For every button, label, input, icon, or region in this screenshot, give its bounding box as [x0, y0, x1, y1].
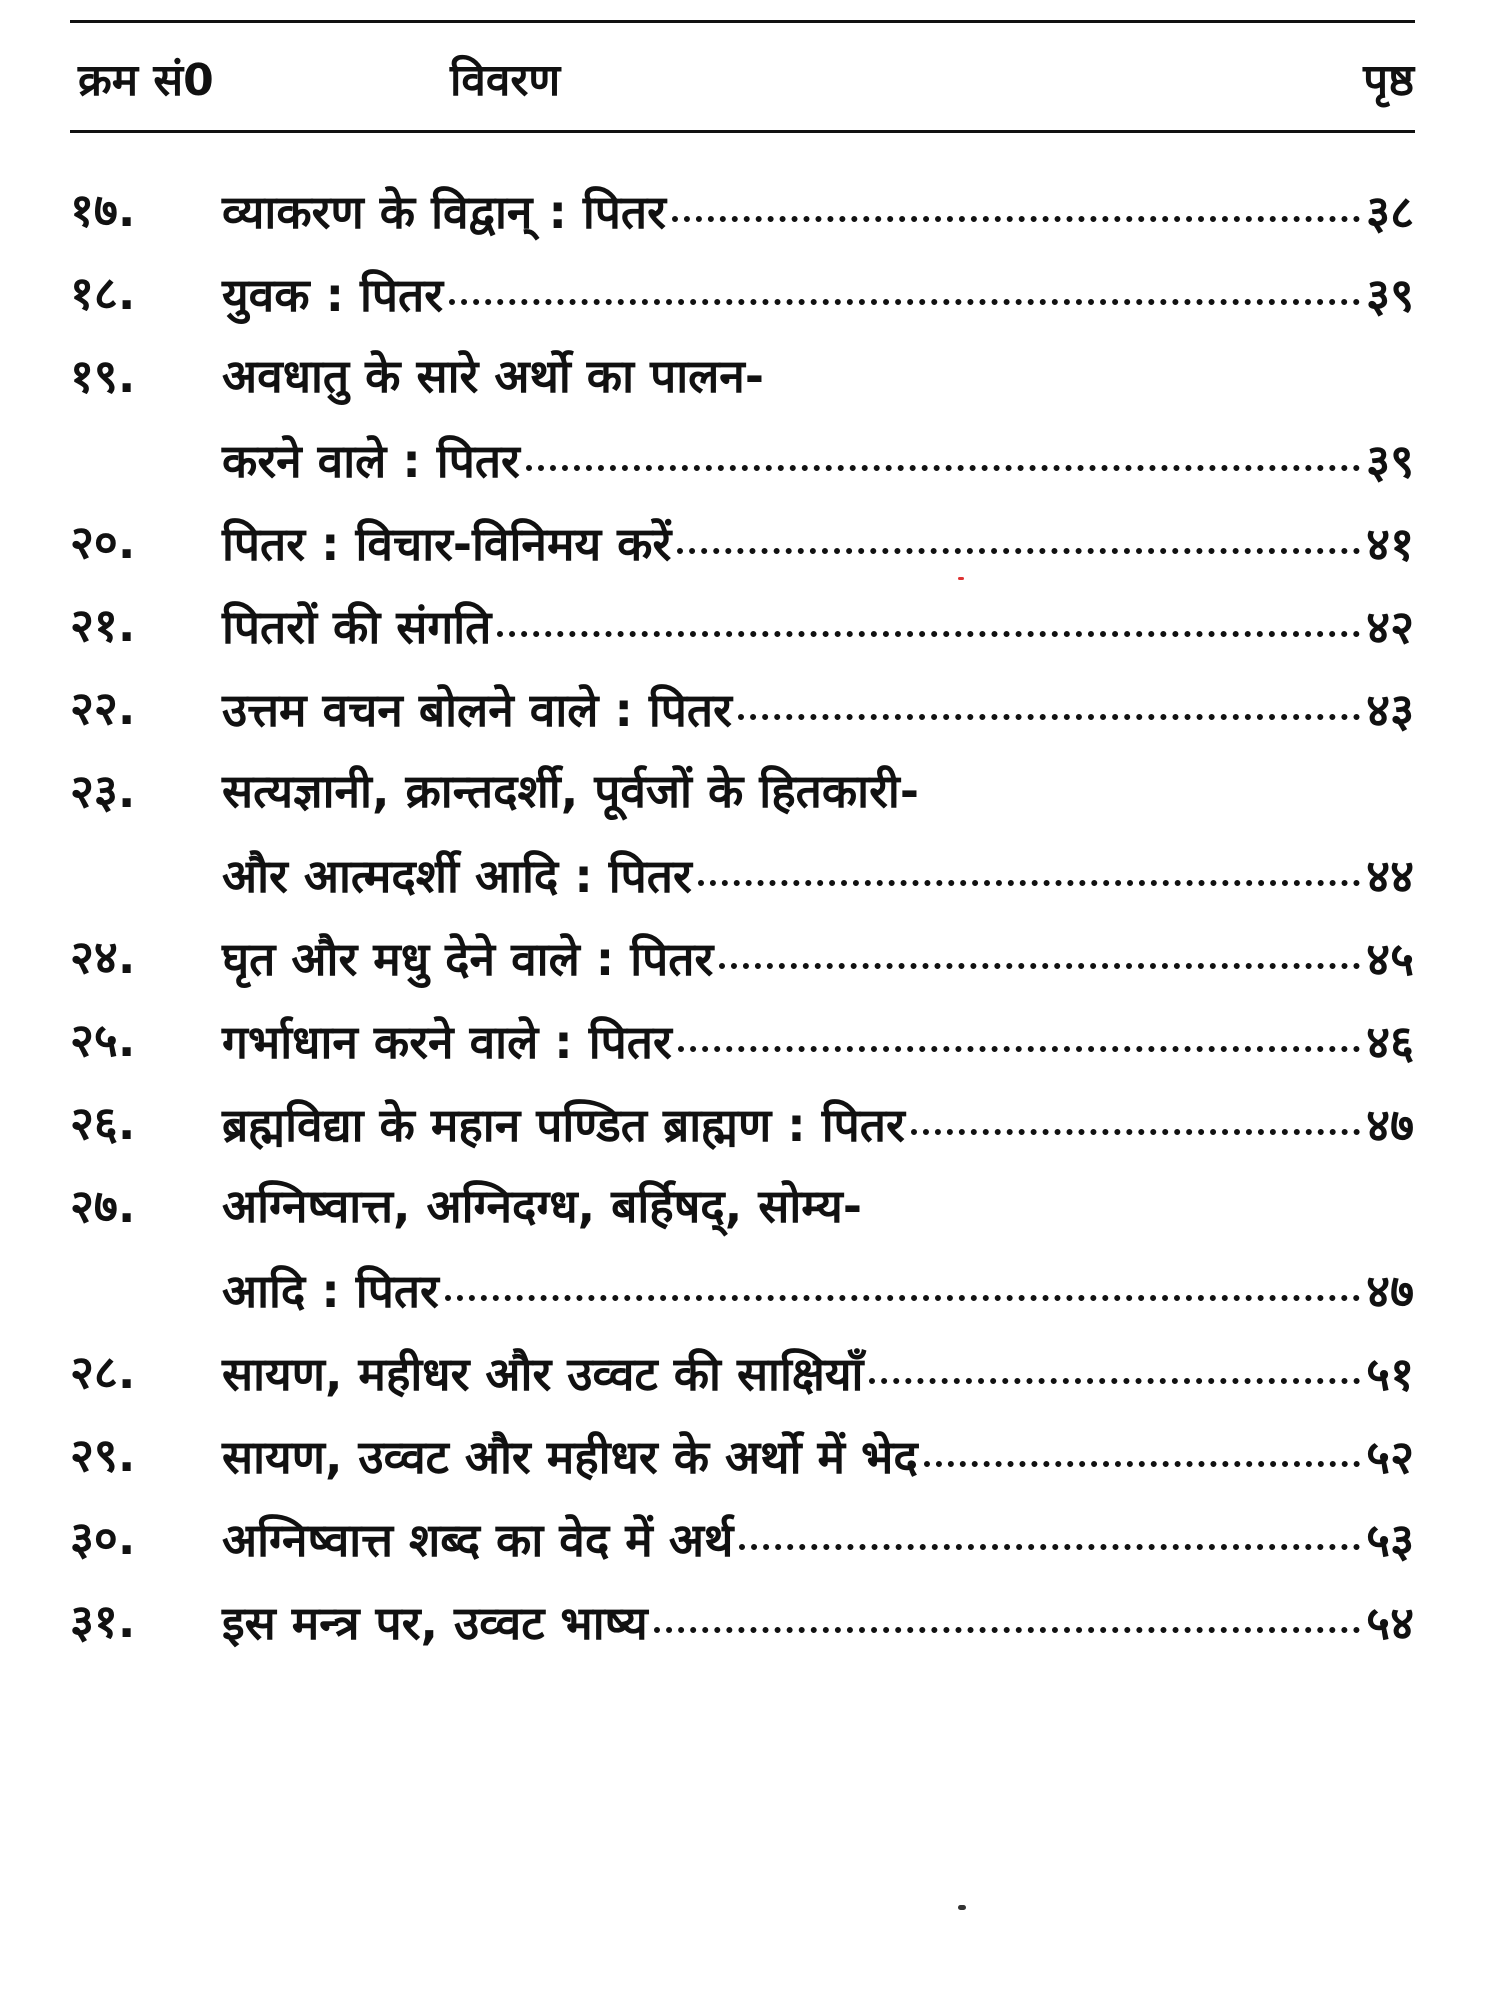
- entry-page-number: ४१: [1366, 516, 1414, 571]
- entry-page-number: ४५: [1366, 931, 1414, 986]
- toc-entry-line: [0, 1330, 1500, 1413]
- entry-number: २३.: [70, 764, 136, 818]
- entry-number: २६.: [70, 1096, 136, 1150]
- toc-entry: [0, 583, 1500, 666]
- header-page: पृष्ठ: [1363, 55, 1414, 106]
- toc-entry-line: [0, 998, 1500, 1081]
- toc-entry-line: [0, 1413, 1500, 1496]
- ink-speck: [958, 577, 964, 580]
- toc-entry: [0, 666, 1500, 749]
- entry-number: २९.: [70, 1428, 136, 1482]
- toc-entry-line: [0, 1579, 1500, 1662]
- entry-title: सायण, महीधर और उव्वट की साक्षियाँ: [222, 1346, 864, 1401]
- entry-text: [222, 178, 1414, 242]
- entry-text: [222, 925, 1414, 989]
- toc-entry: [0, 1413, 1500, 1496]
- entry-text: [222, 261, 1414, 325]
- entry-text: [222, 344, 1414, 406]
- entry-title: इस मन्त्र पर, उव्वट भाष्य: [222, 1595, 648, 1650]
- dot-leader: [449, 255, 1360, 305]
- dot-leader: [869, 1334, 1360, 1384]
- entry-title: पितरों की संगति: [222, 599, 492, 654]
- entry-title: अग्निष्वात्त शब्द का वेद में अर्थ: [222, 1512, 734, 1567]
- entry-number: ३०.: [70, 1511, 136, 1565]
- dot-leader: [497, 587, 1360, 637]
- entry-title: अग्निष्वात्त, अग्निदग्ध, बर्हिषद्, सोम्य-: [222, 1179, 862, 1233]
- entry-text: [222, 759, 1414, 821]
- dot-leader: [739, 1500, 1360, 1550]
- entry-title: युवक : पितर: [222, 267, 444, 322]
- entry-text: [222, 510, 1414, 574]
- toc-entry: [0, 251, 1500, 334]
- entry-title: व्याकरण के विद्वान् : पितर: [222, 184, 666, 239]
- entry-number: २८.: [70, 1345, 136, 1399]
- entry-number: १७.: [70, 183, 136, 237]
- toc-entry: [0, 1330, 1500, 1413]
- entry-number: २५.: [70, 1013, 136, 1067]
- dot-leader: [924, 1417, 1360, 1467]
- top-rule: [70, 20, 1415, 23]
- entry-text: [222, 1008, 1414, 1072]
- dot-leader: [654, 1583, 1360, 1633]
- entry-number: २४.: [70, 930, 136, 984]
- entry-page-number: ५१: [1366, 1346, 1414, 1401]
- entry-number: १८.: [70, 266, 136, 320]
- entry-title: अवधातु के सारे अर्थो का पालन-: [222, 349, 764, 403]
- ink-speck: [958, 1905, 966, 1910]
- toc-entry-line: [0, 500, 1500, 583]
- entry-number: २१.: [70, 598, 136, 652]
- toc-entry-line: [0, 1164, 1500, 1247]
- header-rule: [70, 130, 1415, 133]
- header-number: क्रम सं0: [78, 55, 214, 106]
- dot-leader: [678, 1002, 1360, 1052]
- toc-entry: [0, 168, 1500, 251]
- header-description: विवरण: [450, 55, 561, 106]
- entry-title: पितर : विचार-विनिमय करें: [222, 516, 672, 571]
- entry-number: २०.: [70, 515, 136, 569]
- toc-entry-line: [0, 1247, 1500, 1330]
- dot-leader: [445, 1251, 1360, 1301]
- toc-entry-line: [0, 915, 1500, 998]
- entry-page-number: ५३: [1366, 1512, 1414, 1567]
- entry-title: और आत्मदर्शी आदि : पितर: [222, 848, 692, 903]
- toc-entry-line: [0, 749, 1500, 832]
- toc-entry: [0, 500, 1500, 583]
- toc-entry: [0, 998, 1500, 1081]
- entry-text: [222, 1174, 1414, 1236]
- entry-page-number: ४७: [1366, 1097, 1414, 1152]
- toc-entry: [0, 1164, 1500, 1330]
- entry-text: [222, 1257, 1414, 1321]
- dot-leader: [677, 504, 1360, 554]
- entry-page-number: ३८: [1366, 184, 1414, 239]
- toc-list: [0, 168, 1500, 1662]
- entry-text: [222, 1340, 1414, 1404]
- entry-text: [222, 1506, 1414, 1570]
- toc-entry-line: [0, 1081, 1500, 1164]
- dot-leader: [698, 836, 1360, 886]
- toc-entry-line: [0, 832, 1500, 915]
- toc-entry: [0, 1081, 1500, 1164]
- dot-leader: [738, 670, 1360, 720]
- toc-entry-line: [0, 251, 1500, 334]
- dot-leader: [911, 1085, 1360, 1135]
- entry-text: [222, 676, 1414, 740]
- toc-entry: [0, 915, 1500, 998]
- entry-text: [222, 593, 1414, 657]
- entry-title: उत्तम वचन बोलने वाले : पितर: [222, 682, 732, 737]
- toc-entry-line: [0, 417, 1500, 500]
- entry-text: [222, 842, 1414, 906]
- dot-leader: [672, 172, 1360, 222]
- entry-page-number: ५४: [1366, 1595, 1414, 1650]
- entry-text: [222, 1423, 1414, 1487]
- entry-page-number: ३९: [1366, 267, 1414, 322]
- entry-text: [222, 1589, 1414, 1653]
- entry-number: १९.: [70, 349, 136, 403]
- toc-entry: [0, 1496, 1500, 1579]
- entry-number: ३१.: [70, 1594, 136, 1648]
- entry-page-number: ५२: [1366, 1429, 1414, 1484]
- entry-title: ब्रह्मविद्या के महान पण्डित ब्राह्मण : पितर: [222, 1097, 905, 1152]
- entry-title: सायण, उव्वट और महीधर के अर्थो में भेद: [222, 1429, 918, 1484]
- toc-entry-line: [0, 334, 1500, 417]
- entry-number: २७.: [70, 1179, 136, 1233]
- entry-page-number: ४६: [1366, 1014, 1414, 1069]
- toc-entry-line: [0, 666, 1500, 749]
- toc-entry: [0, 1579, 1500, 1662]
- entry-page-number: ३९: [1366, 433, 1414, 488]
- entry-page-number: ४७: [1366, 1263, 1414, 1318]
- entry-title: आदि : पितर: [222, 1263, 439, 1318]
- entry-page-number: ४२: [1366, 599, 1414, 654]
- toc-entry: [0, 334, 1500, 500]
- entry-page-number: ४३: [1366, 682, 1414, 737]
- entry-text: [222, 427, 1414, 491]
- entry-page-number: ४४: [1366, 848, 1414, 903]
- table-header: [0, 48, 1500, 118]
- dot-leader: [719, 919, 1360, 969]
- entry-number: २२.: [70, 681, 136, 735]
- entry-text: [222, 1091, 1414, 1155]
- toc-entry: [0, 749, 1500, 915]
- toc-entry-line: [0, 168, 1500, 251]
- entry-title: करने वाले : पितर: [222, 433, 520, 488]
- entry-title: सत्यज्ञानी, क्रान्तदर्शी, पूर्वजों के हितकारी-: [222, 764, 919, 818]
- entry-title: घृत और मधु देने वाले : पितर: [222, 931, 714, 986]
- toc-entry-line: [0, 1496, 1500, 1579]
- dot-leader: [526, 421, 1360, 471]
- toc-entry-line: [0, 583, 1500, 666]
- entry-title: गर्भाधान करने वाले : पितर: [222, 1014, 672, 1069]
